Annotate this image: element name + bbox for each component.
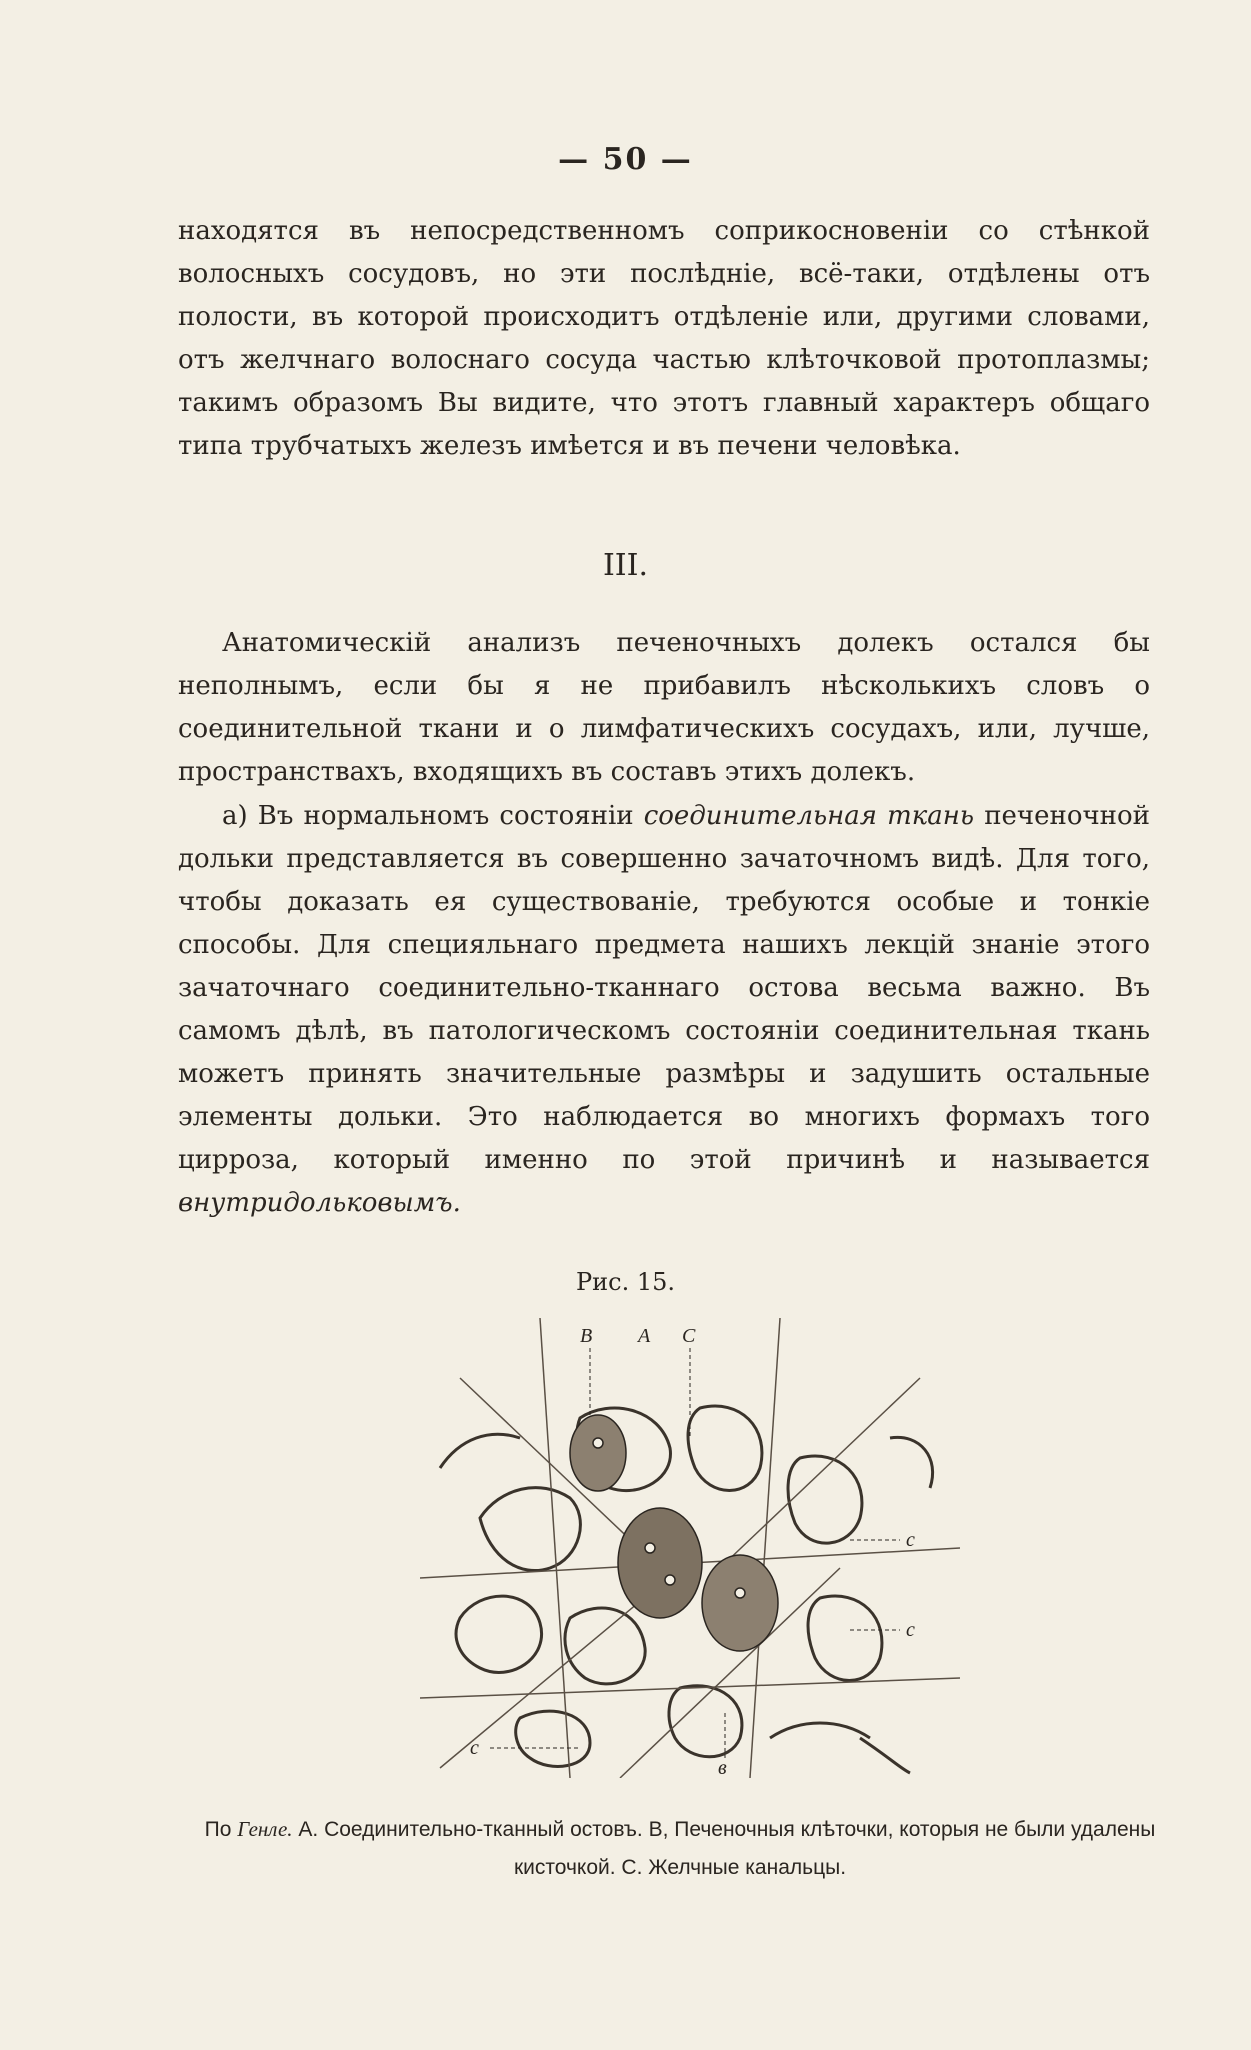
- caption-text: А. Соединительно-тканный остовъ. В, Печеночныя клѣточки, которыя не были удалены кисточкой. С. Желчные канальцы.: [292, 1818, 1156, 1879]
- liver-cell-clusters: [570, 1415, 778, 1651]
- section-heading: III.: [602, 548, 649, 583]
- label-c-bottom: c: [470, 1737, 479, 1759]
- figure-title: Рис. 15.: [575, 1268, 675, 1296]
- paragraph-3: [178, 795, 1150, 1225]
- label-c-right-2: c: [906, 1619, 915, 1641]
- figure-illustration: [420, 1318, 960, 1778]
- term-intralobular: внутридольковымъ.: [178, 1188, 461, 1218]
- label-a: A: [638, 1325, 651, 1347]
- term-connective-tissue: соединительная ткань: [643, 801, 975, 831]
- paragraph-2: Анатомическій анализъ печеночныхъ долекъ остался бы неполнымъ, если бы я не прибавилъ нѣсколькихъ словъ о соединительной ткани и о лимфатическихъ сосудахъ, или, лучше, пространствахъ, входящихъ въ составъ этихъ долекъ.: [178, 628, 1150, 787]
- figure-caption: [200, 1810, 1160, 1887]
- paragraph-1: находятся въ непосредственномъ соприкосновеніи со стѣнкой волосныхъ сосудовъ, но эти послѣдніе, всё-таки, отдѣлены отъ полости, въ которой происходитъ отдѣленіе или, другими словами, отъ желчнаго волоснаго сосуда частью клѣточковой протоплазмы; такимъ образомъ Вы видите, что этотъ главный характеръ общаго типа трубчатыхъ железъ имѣется и въ печени человѣка.: [178, 216, 1150, 461]
- label-b-bottom: в: [718, 1757, 727, 1778]
- caption-author: Генле.: [237, 1817, 293, 1841]
- label-b-top: B: [580, 1325, 593, 1347]
- page-number: — 50 —: [558, 142, 693, 177]
- paragraph-3-part-2: печеночной дольки представляется въ совершенно зачаточномъ видѣ. Для того, чтобы доказать ея существованіе, требуются особые и тонкіе способы. Для специяльнаго предмета нашихъ лекцій знаніе этого зачаточнаго соединительно-тканнаго остова весьма важно. Въ самомъ дѣлѣ, въ патологическомъ состояніи соединительная ткань можетъ принять значительные размѣры и задушить остальные элементы дольки. Это наблюдается во многихъ формахъ того цирроза, который именно по этой причинѣ и называется: [178, 801, 1150, 1175]
- label-c-right-1: c: [906, 1529, 915, 1551]
- paragraph-3-part-1: а) Въ нормальномъ состояніи: [222, 801, 644, 831]
- caption-prefix: По: [204, 1818, 238, 1841]
- label-c-top: C: [682, 1325, 696, 1347]
